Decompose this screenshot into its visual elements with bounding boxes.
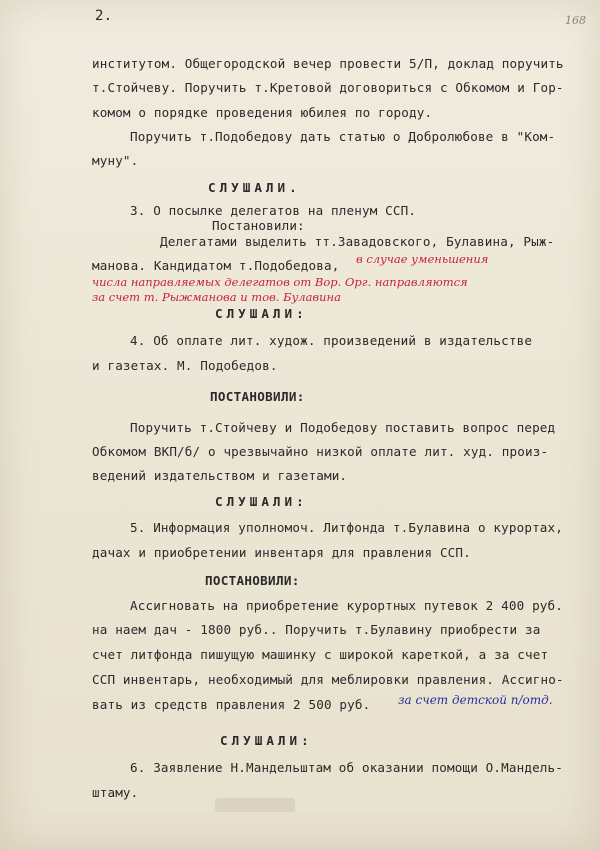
page-number: 2. — [95, 8, 113, 24]
decision-heading: ПОСТАНОВИЛИ: — [210, 389, 305, 404]
section-heading: СЛУШАЛИ. — [208, 180, 301, 195]
section-heading: СЛУШАЛИ: — [215, 494, 308, 509]
text-line: институтом. Общегородской вечер провести 5/П, доклад поручить — [92, 56, 564, 71]
text-line: вать из средств правления 2 500 руб. — [92, 697, 371, 712]
text-line: комом о порядке проведения юбилея по городу. — [92, 105, 433, 120]
handwritten-note-blue: за счет детской п/отд. — [398, 693, 553, 707]
section-heading: СЛУШАЛИ: — [220, 733, 313, 748]
item-heading: 3. О посылке делегатов на пленум ССП. — [130, 203, 417, 218]
text-line: муну". — [92, 153, 139, 168]
handwritten-note-red: за счет т. Рыжманова и тов. Булавина — [92, 290, 341, 304]
decision-heading: ПОСТАНОВИЛИ: — [205, 573, 300, 588]
text-line: ведений издательством и газетами. — [92, 468, 348, 483]
item-heading: 6. Заявление Н.Мандельштам об оказании помощи О.Мандель- — [130, 760, 563, 775]
text-line: дачах и приобретении инвентаря для правления ССП. — [92, 545, 471, 560]
text-line: Поручить т.Подобедову дать статью о Добролюбове в "Ком- — [130, 129, 556, 144]
text-line: Обкомом ВКП/б/ о чрезвычайно низкой оплате лит. худ. произ- — [92, 444, 549, 459]
faint-stamp — [215, 798, 295, 812]
item-heading: 4. Об оплате лит. худож. произведений в издательстве — [130, 333, 533, 348]
text-line: Поручить т.Стойчеву и Подобедову поставить вопрос перед — [130, 420, 556, 435]
text-line: т.Стойчеву. Поручить т.Кретовой договориться с Обкомом и Гор- — [92, 80, 564, 95]
text-line: манова. Кандидатом т.Подобедова, — [92, 258, 340, 273]
text-line: и газетах. М. Подобедов. — [92, 358, 278, 373]
text-line: на наем дач - 1800 руб.. Поручить т.Булавину приобрести за — [92, 622, 541, 637]
text-line: Делегатами выделить тт.Завадовского, Булавина, Рыж- — [160, 234, 555, 249]
item-heading: 5. Информация уполномоч. Литфонда т.Булавина о курортах, — [130, 520, 563, 535]
archive-page-number: 168 — [565, 14, 586, 27]
handwritten-note-red: в случае уменьшения — [356, 252, 489, 266]
text-line: Ассигновать на приобретение курортных путевок 2 400 руб. — [130, 598, 563, 613]
text-line: ССП инвентарь, необходимый для меблировки правления. Ассигно- — [92, 672, 564, 687]
section-heading: СЛУШАЛИ: — [215, 306, 308, 321]
text-line: счет литфонда пишущую машинку с широкой кареткой, а за счет — [92, 647, 549, 662]
text-line: штаму. — [92, 785, 139, 800]
handwritten-note-red: числа направляемых делегатов от Вор. Орг. направляются — [92, 275, 468, 289]
decision-heading: Постановили: — [212, 218, 305, 233]
